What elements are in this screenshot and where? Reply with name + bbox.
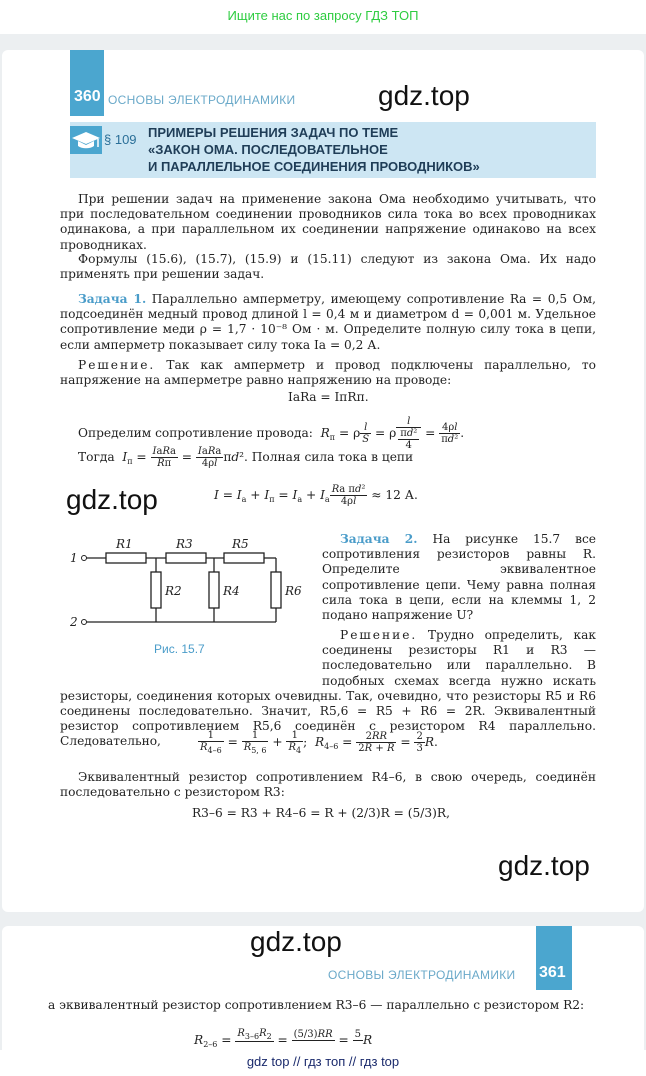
footer-bar: [0, 1050, 646, 1076]
running-head: ОСНОВЫ ЭЛЕКТРОДИНАМИКИ: [108, 93, 296, 107]
task1-paragraph: Задача 1. Параллельно амперметру, имеющему сопротивление Rа = 0,5 Ом, подсоединён медный провод длиной l = 0,4 м и диаметром d = 0,001 м. Удельное сопротивление меди ρ = 1,7 · 10⁻⁸ Ом · м. Определите полную силу тока в цепи, если амперметр показывает силу тока Iа = 0,2 А.: [60, 292, 596, 352]
section-title-line: И ПАРАЛЛЕЛЬНОЕ СОЕДИНЕНИЯ ПРОВОДНИКОВ»: [148, 159, 480, 174]
task2-paragraph: Задача 2. На рисунке 15.7 все сопротивления резисторов равны R. Определите эквивалентное сопротивление цепи. Чему равна полная сила тока в цепи, если на клеммы 1, 2 подано напряжение U?: [322, 532, 596, 623]
section-number: § 109: [104, 132, 137, 147]
terminal-2: [82, 620, 87, 625]
task1-label: Задача 1.: [78, 292, 147, 306]
equation-wire-current: Тогда $I_п$ = $\frac{\text{IаRа}}{Rп}$ = $\frac{\text{IаRа}}{4\rho l}$ πd². Полная сила тока в цепи: [78, 446, 414, 469]
float-spacer: [60, 628, 322, 674]
intro-paragraph-2: Формулы (15.6), (15.7), (15.9) и (15.11) следуют из закона Ома. Их надо применять при решении задач.: [60, 252, 596, 282]
top-banner: [0, 0, 646, 34]
watermark: gdz.top: [250, 926, 342, 957]
page-number: 361: [536, 926, 572, 990]
answer-value: ≈ 12 А.: [371, 488, 418, 502]
equation-voltage: IаRа = IпRп.: [288, 390, 369, 404]
watermark: gdz.top: [378, 80, 470, 111]
watermark: gdz.top: [66, 484, 158, 515]
terminal-2-label: 2: [70, 615, 78, 629]
terminal-1: [82, 556, 87, 561]
watermark: gdz.top: [498, 850, 590, 881]
section-header: [70, 122, 596, 178]
resistor-label: R2: [165, 584, 182, 598]
page-361: [2, 926, 644, 1050]
task2-after-text: Эквивалентный резистор сопротивлением R4–6, в свою очередь, соединён последовательно с резистором R3:: [60, 770, 596, 800]
equation-parallel: $\frac{1}{R_{4-6}}$ = $\frac{1}{R_{5, 6}}$ + $\frac{1}{R_4}$ ; $R_{4-6}$ = $\frac{2RR}{2R + R}$ = $\frac{2}{3}$ R.: [200, 730, 438, 755]
equation-total-current: $I = I_а + I_п = I_а + I_а$ $\frac{\text{Rа πd²}}{4\rho l}$ ≈ 12 А.: [214, 484, 418, 507]
page-360: [2, 50, 644, 912]
resistor-label: R5: [232, 538, 249, 551]
circuit-diagram: [66, 538, 306, 634]
equation-partial: $R_{2-6}$ = $R_{3-6}R_2$ = (5/3)RR = 5 R: [194, 1028, 372, 1050]
resist-intro: Определим сопротивление провода:: [78, 426, 313, 440]
resistor-label: R6: [285, 584, 302, 598]
equation-series: R3–6 = R3 + R4–6 = R + (2/3)R = (5/3)R,: [192, 806, 450, 820]
running-head: ОСНОВЫ ЭЛЕКТРОДИНАМИКИ: [328, 968, 516, 982]
resistor-label: R3: [176, 538, 193, 551]
equation-wire-resistance: Определим сопротивление провода: $R_п = \rho$ $\frac{l}{S}$ = ρ $\frac{l}{\frac{\text{πd²}}{4}}$ = $\frac{4\rho l}{\text{πd²}}$ .: [78, 416, 465, 451]
resistor-label: R1: [116, 538, 133, 551]
page2-paragraph: а эквивалентный резистор сопротивлением R3–6 — параллельно с резистором R2:: [48, 998, 585, 1012]
task1-solution: Решение. Так как амперметр и провод подключены параллельно, то напряжение на амперметре равно напряжению на проводе:: [60, 358, 597, 388]
section-title-line: «ЗАКОН ОМА. ПОСЛЕДОВАТЕЛЬНОЕ: [148, 142, 388, 157]
search-hint-link[interactable]: Ищите нас по запросу ГДЗ ТОП: [227, 8, 419, 23]
footer-links[interactable]: gdz top // гдз топ // гдз top: [246, 1054, 400, 1069]
full-current-text: Полная сила тока в цепи: [251, 450, 414, 464]
page-number: 360: [70, 50, 104, 116]
section-title: [148, 124, 588, 175]
task2-solution: Решение. Трудно определить, как соединены резисторы R1 и R3 — последовательно или параллельно. В подобных схемах всегда нужно искать резисторы, соединения которых очевидны. Так, очевидно, что резисторы R5 и R6 соединены последовательно. Значит, R5,6 = R5 + R6 = 2R. Эквивалентный резистор сопротивлением R5,6 соединён с резистором R4 параллельно. Следовательно,: [60, 628, 596, 749]
intro-paragraph-1: При решении задач на применение закона Ома необходимо учитывать, что при последовательном соединении проводников сила тока во всех проводниках одинакова, а при параллельном их соединении напряжение одинаково на всех проводниках.: [60, 192, 596, 252]
then-text: Тогда: [78, 450, 115, 464]
section-title-line: ПРИМЕРЫ РЕШЕНИЯ ЗАДАЧ ПО ТЕМЕ: [148, 125, 399, 140]
resistor-label: R4: [223, 584, 240, 598]
graduation-cap-icon: [70, 126, 102, 154]
task2-label: Задача 2.: [340, 532, 418, 546]
figure-caption: Рис. 15.7: [154, 642, 205, 656]
terminal-1-label: 1: [70, 551, 78, 565]
